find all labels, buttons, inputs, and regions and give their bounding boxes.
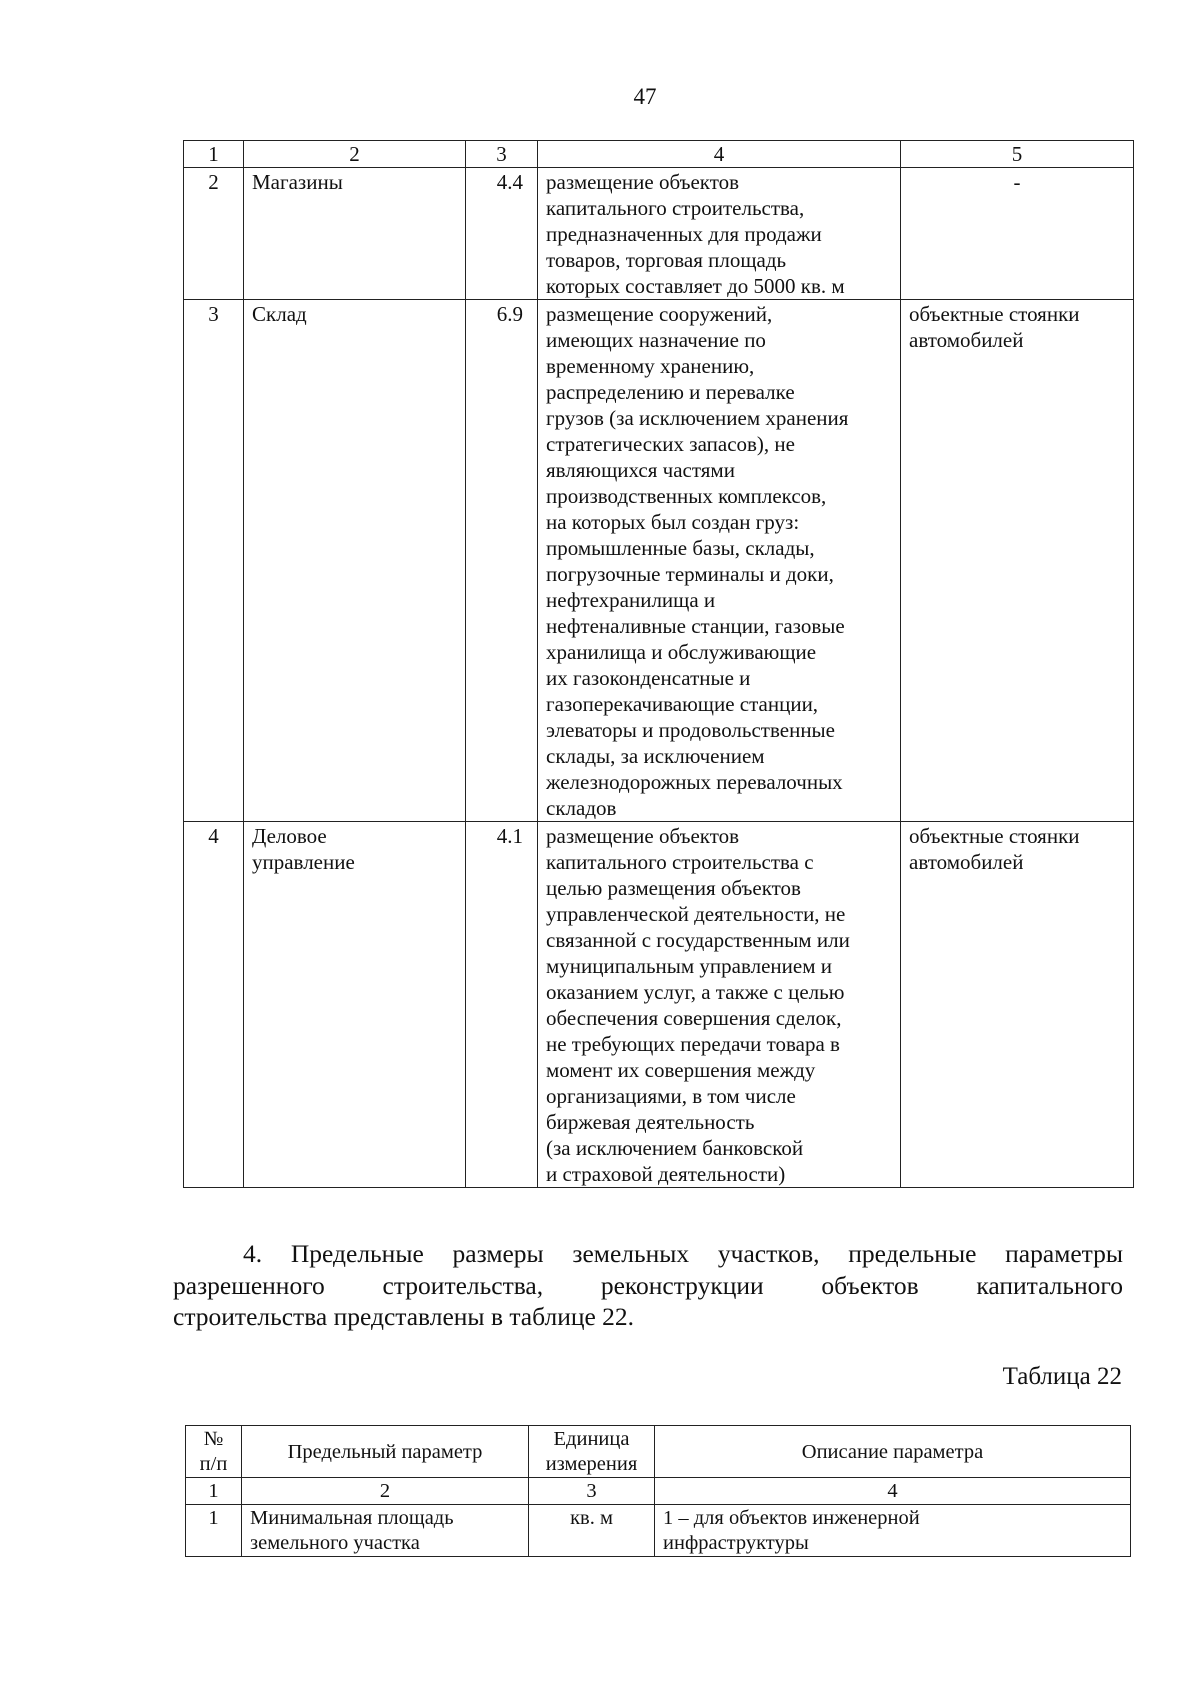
header-cell: 1 — [184, 141, 244, 168]
parameter-description: 1 – для объектов инженерной инфраструктуры — [655, 1505, 1131, 1557]
header-cell: 2 — [244, 141, 466, 168]
table-row — [186, 1505, 1131, 1557]
paragraph-line: 4. Предельные размеры земельных участков, предельные параметры — [243, 1239, 1123, 1268]
use-code: 4.1 — [466, 822, 538, 1188]
page-number: 47 — [633, 84, 657, 109]
header-unit: Единица измерения — [529, 1426, 655, 1478]
table-header-row — [186, 1426, 1131, 1478]
header-number: № п/п — [186, 1426, 242, 1478]
parameter-name: Минимальная площадь земельного участка — [242, 1505, 529, 1557]
table-header-row — [184, 141, 1134, 168]
auxiliary-use: объектные стоянки автомобилей — [901, 300, 1134, 822]
row-number: 3 — [184, 300, 244, 822]
row-number: 1 — [186, 1505, 242, 1557]
table-index-row — [186, 1478, 1131, 1505]
use-name: Деловое управление — [244, 822, 466, 1188]
header-parameter: Предельный параметр — [242, 1426, 529, 1478]
auxiliary-use: объектные стоянки автомобилей — [901, 822, 1134, 1188]
parameter-unit: кв. м — [529, 1505, 655, 1557]
table-row — [184, 300, 1134, 822]
header-description: Описание параметра — [655, 1426, 1131, 1478]
header-cell: 4 — [538, 141, 901, 168]
use-description: размещение сооружений, имеющих назначение по временному хранению, распределению и перевалке грузов (за исключением хранения стратегических запасов), не являющихся частями производственных комплексов, на которых был создан груз: промышленные базы, склады, погрузочные терминалы и доки, нефтехранилища и нефтеналивные станции, газовые хранилища и обслуживающие их газоконденсатные и газоперекачивающие станции, элеваторы и продовольственные склады, за исключением железнодорожных перевалочных складов — [538, 300, 901, 822]
paragraph-line: разрешенного строительства, реконструкции объектов капитального — [173, 1270, 1123, 1300]
use-description: размещение объектов капитального строительства, предназначенных для продажи товаров, торговая площадь которых составляет до 5000 кв. м — [538, 168, 901, 300]
row-number: 4 — [184, 822, 244, 1188]
section-paragraph — [173, 1238, 1123, 1333]
use-name: Склад — [244, 300, 466, 822]
row-number: 2 — [184, 168, 244, 300]
table-caption: Таблица 22 — [1002, 1363, 1122, 1390]
permitted-use-table — [183, 140, 1134, 1188]
auxiliary-use: - — [901, 168, 1134, 300]
use-code: 6.9 — [466, 300, 538, 822]
table-row — [184, 168, 1134, 300]
header-cell: 3 — [466, 141, 538, 168]
use-description: размещение объектов капитального строительства с целью размещения объектов управленческой деятельности, не связанной с государственным или муниципальным управлением и оказанием услуг, а также с целью обеспечения совершения сделок, не требующих передачи товара в момент их совершения между организациями, в том числе биржевая деятельность (за исключением банковской и страховой деятельности) — [538, 822, 901, 1188]
index-cell: 4 — [655, 1478, 1131, 1505]
index-cell: 2 — [242, 1478, 529, 1505]
paragraph-line: строительства представлены в таблице 22. — [173, 1302, 635, 1331]
index-cell: 3 — [529, 1478, 655, 1505]
index-cell: 1 — [186, 1478, 242, 1505]
header-cell: 5 — [901, 141, 1134, 168]
use-name: Магазины — [244, 168, 466, 300]
parameters-table — [185, 1425, 1131, 1557]
table-row — [184, 822, 1134, 1188]
use-code: 4.4 — [466, 168, 538, 300]
